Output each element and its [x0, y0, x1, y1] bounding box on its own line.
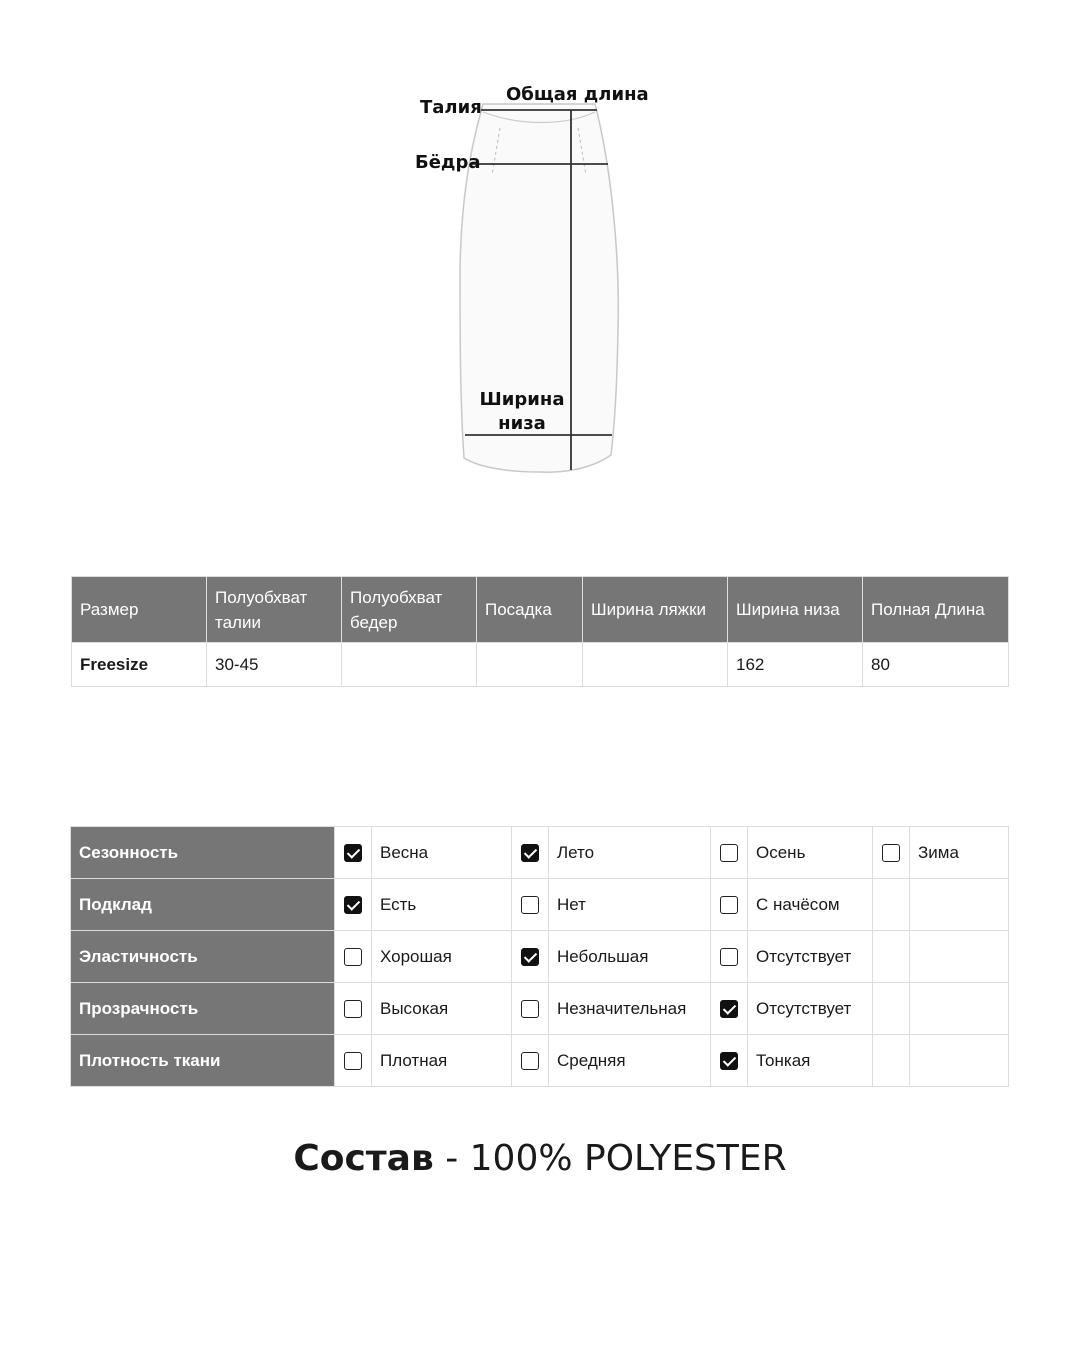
composition-separator: -	[433, 1138, 470, 1179]
option-label: Хорошая	[380, 946, 452, 966]
option-label: Лето	[557, 842, 595, 862]
checkbox-cell	[873, 1035, 910, 1087]
option-label: Незначительная	[557, 998, 687, 1018]
checkbox-checked[interactable]	[521, 948, 539, 966]
option-label-cell	[910, 983, 1009, 1035]
label-waist: Талия	[420, 97, 482, 118]
option-label-cell	[372, 983, 512, 1035]
checkbox-cell	[512, 931, 549, 983]
header-thigh: Ширина ляжки	[583, 577, 728, 643]
option-label-cell	[748, 827, 873, 879]
option-label-cell	[549, 827, 711, 879]
checkbox-checked[interactable]	[521, 844, 539, 862]
option-label: Весна	[380, 842, 429, 862]
header-waist: Полуобхват талии	[207, 577, 342, 643]
checkbox-unchecked[interactable]	[521, 1000, 539, 1018]
cell-waist: 30-45	[207, 643, 342, 687]
attribute-row	[71, 879, 1009, 931]
option-label-cell	[549, 983, 711, 1035]
checkbox-cell	[335, 1035, 372, 1087]
cell-hem: 162	[728, 643, 863, 687]
option-label-cell	[910, 827, 1009, 879]
option-label-cell	[372, 931, 512, 983]
cell-rise	[477, 643, 583, 687]
option-label-cell	[748, 983, 873, 1035]
attribute-name: Эластичность	[71, 931, 335, 983]
checkbox-cell	[711, 983, 748, 1035]
cell-size: Freesize	[72, 643, 207, 687]
option-label-cell	[549, 879, 711, 931]
attribute-name: Сезонность	[71, 827, 335, 879]
header-length: Полная Длина	[863, 577, 1009, 643]
option-label-cell	[748, 879, 873, 931]
checkbox-checked[interactable]	[344, 844, 362, 862]
label-total-length: Общая длина	[506, 84, 649, 105]
attributes-table	[70, 826, 1009, 1087]
composition-value: 100% POLYESTER	[469, 1138, 787, 1179]
option-label: С начёсом	[756, 894, 840, 914]
checkbox-cell	[512, 879, 549, 931]
checkbox-cell	[512, 827, 549, 879]
option-label: Отсутствует	[756, 998, 852, 1018]
checkbox-cell	[711, 931, 748, 983]
checkbox-unchecked[interactable]	[521, 896, 539, 914]
cell-hips	[342, 643, 477, 687]
header-hem: Ширина низа	[728, 577, 863, 643]
option-label-cell	[549, 931, 711, 983]
skirt-diagram	[0, 0, 1080, 520]
option-label: Тонкая	[756, 1050, 811, 1070]
header-hips: Полуобхват бедер	[342, 577, 477, 643]
attribute-name: Прозрачность	[71, 983, 335, 1035]
option-label: Нет	[557, 894, 586, 914]
checkbox-cell	[711, 827, 748, 879]
option-label-cell	[910, 1035, 1009, 1087]
checkbox-cell	[512, 1035, 549, 1087]
attribute-name: Подклад	[71, 879, 335, 931]
checkbox-checked[interactable]	[344, 896, 362, 914]
checkbox-cell	[873, 879, 910, 931]
option-label: Зима	[918, 842, 959, 862]
attribute-row	[71, 983, 1009, 1035]
label-hips: Бёдра	[415, 152, 481, 173]
checkbox-unchecked[interactable]	[521, 1052, 539, 1070]
size-table-header-row	[72, 577, 1009, 643]
checkbox-unchecked[interactable]	[720, 948, 738, 966]
skirt-sketch	[0, 0, 1080, 520]
checkbox-cell	[711, 879, 748, 931]
attribute-name: Плотность ткани	[71, 1035, 335, 1087]
checkbox-cell	[335, 931, 372, 983]
table-row	[72, 643, 1009, 687]
option-label-cell	[372, 827, 512, 879]
checkbox-cell	[711, 1035, 748, 1087]
option-label: Плотная	[380, 1050, 448, 1070]
option-label-cell	[549, 1035, 711, 1087]
option-label: Средняя	[557, 1050, 626, 1070]
attribute-row	[71, 1035, 1009, 1087]
label-hem-width: Ширина низа	[479, 389, 565, 434]
composition	[0, 1138, 1080, 1179]
checkbox-cell	[335, 827, 372, 879]
checkbox-cell	[873, 931, 910, 983]
option-label-cell	[748, 931, 873, 983]
option-label: Осень	[756, 842, 806, 862]
checkbox-cell	[873, 827, 910, 879]
checkbox-unchecked[interactable]	[882, 844, 900, 862]
size-table	[71, 576, 1009, 687]
composition-label: Состав	[293, 1138, 434, 1179]
checkbox-cell	[335, 983, 372, 1035]
checkbox-cell	[335, 879, 372, 931]
checkbox-cell	[873, 983, 910, 1035]
checkbox-unchecked[interactable]	[344, 1052, 362, 1070]
header-rise: Посадка	[477, 577, 583, 643]
checkbox-checked[interactable]	[720, 1052, 738, 1070]
header-size: Размер	[72, 577, 207, 643]
option-label-cell	[748, 1035, 873, 1087]
option-label-cell	[372, 879, 512, 931]
cell-length: 80	[863, 643, 1009, 687]
option-label: Есть	[380, 894, 417, 914]
option-label: Небольшая	[557, 946, 649, 966]
option-label: Высокая	[380, 998, 449, 1018]
checkbox-unchecked[interactable]	[720, 844, 738, 862]
attribute-row	[71, 827, 1009, 879]
option-label: Отсутствует	[756, 946, 852, 966]
option-label-cell	[910, 879, 1009, 931]
attribute-row	[71, 931, 1009, 983]
checkbox-checked[interactable]	[720, 1000, 738, 1018]
checkbox-unchecked[interactable]	[344, 1000, 362, 1018]
checkbox-unchecked[interactable]	[344, 948, 362, 966]
checkbox-cell	[512, 983, 549, 1035]
option-label-cell	[910, 931, 1009, 983]
option-label-cell	[372, 1035, 512, 1087]
cell-thigh	[583, 643, 728, 687]
checkbox-unchecked[interactable]	[720, 896, 738, 914]
